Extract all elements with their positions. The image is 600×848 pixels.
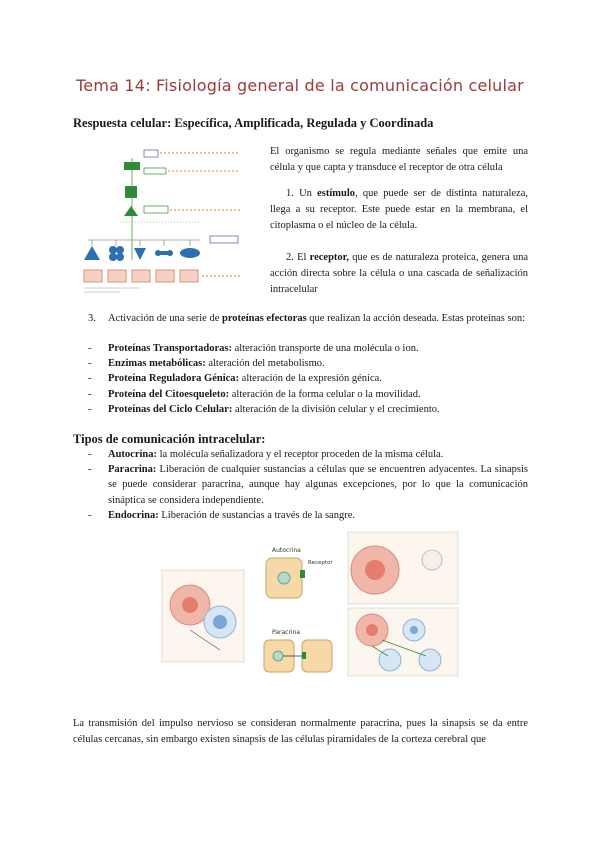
list-item-2: 2. El receptor, que es de naturaleza proteica, genera una acción directa sobre la célula o una cascada de señalización intracelular (270, 252, 528, 295)
intro-paragraph: El organismo se regula mediante señales que emite una célula y que capta y transduce el receptor de otra célula (270, 146, 528, 173)
autocrine-label: Autocrina (272, 547, 301, 554)
communication-types-list (88, 447, 528, 523)
list-item: - Paracrina: Liberación de cualquier sustancias a células que se encuentren adyacentes. La sinapsis se puede considerar paracrina, aunque hay algunas excepciones, por lo que la comunicación sináptica se considera independiente. (88, 462, 528, 508)
list-item: - Proteínas Transportadoras: alteración transporte de una molécula o ion. (88, 341, 528, 356)
list-item-1: 1. Un estímulo, que puede ser de distinta naturaleza, llega a su receptor. Este puede estar en la membrana, el citoplasma o el núcleo de la célula. (270, 188, 528, 231)
section-heading-respuesta: Respuesta celular: Específica, Amplificada, Regulada y Coordinada (73, 116, 434, 130)
section-heading-tipos: Tipos de comunicación intracelular: (73, 432, 266, 446)
communication-types-figure (160, 530, 460, 678)
list-item: - Proteína del Citoesqueleto: alteración de la forma celular o la movilidad. (88, 387, 528, 402)
list-item: - Enzimas metabólicas: alteración del metabolismo. (88, 356, 528, 371)
list-item-3: 3. Activación de una serie de proteínas efectoras que realizan la acción deseada. Estas proteínas son: (88, 313, 526, 324)
effector-proteins-list (88, 341, 528, 417)
signaling-cascade-figure (80, 142, 248, 302)
closing-paragraph: La transmisión del impulso nervioso se consideran normalmente paracrina, pues la sinapsis se da entre células cercanas, sin embargo existen sinapsis de las células piramidales de la corteza cerebral que (73, 718, 528, 745)
page-title: Tema 14: Fisiología general de la comunicación celular (76, 76, 524, 95)
receptor-label: Receptor (308, 560, 333, 566)
paracrine-label: Paracrina (272, 629, 301, 636)
list-item: - Proteína Reguladora Génica: alteración de la expresión génica. (88, 371, 528, 386)
list-item: - Endocrina: Liberación de sustancias a través de la sangre. (88, 508, 528, 523)
list-item: - Autocrina: la molécula señalizadora y el receptor proceden de la misma célula. (88, 447, 528, 462)
list-item: - Proteínas del Ciclo Celular: alteración de la división celular y el crecimiento. (88, 402, 528, 417)
